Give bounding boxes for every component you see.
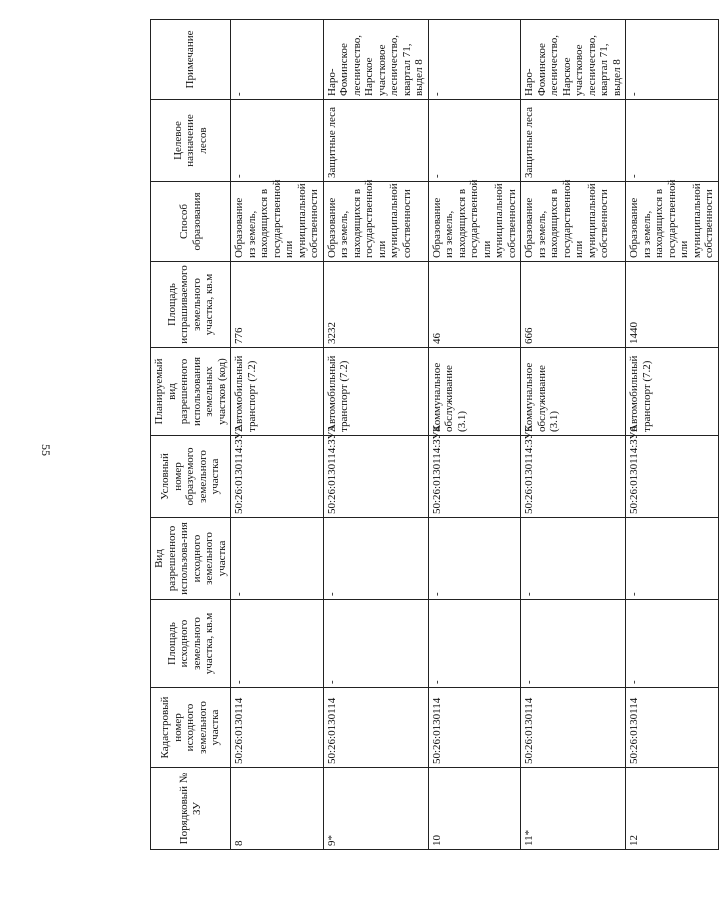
header-planned-use: Планируемый вид разрешенного использования земельных участков (код) — [151, 348, 231, 436]
cell-planned-use: Коммунальное обслуживание (3.1) — [428, 348, 521, 436]
header-cond-num: Условный номер образуемого земельного участка — [151, 436, 231, 518]
header-area-req: Площадь испрашиваемого земельного участка, кв.м — [151, 262, 231, 348]
cell-use-src: - — [626, 518, 719, 600]
header-row — [151, 20, 231, 850]
cell-area-src: - — [626, 600, 719, 688]
cell-num: 9* — [323, 768, 428, 850]
table-row — [428, 20, 521, 850]
cell-num: 11* — [521, 768, 626, 850]
cell-forest: - — [626, 100, 719, 182]
table-row — [323, 20, 428, 850]
cell-method: Образование из земель, находящихся в государственной или муниципальной собственности — [626, 182, 719, 262]
land-plots-table — [150, 19, 719, 850]
cell-area-req: 3232 — [323, 262, 428, 348]
cell-area-req: 46 — [428, 262, 521, 348]
header-area-src: Площадь исходного земельного участка, кв.м — [151, 600, 231, 688]
header-method: Способ образования — [151, 182, 231, 262]
table-row — [521, 20, 626, 850]
header-num: Порядковый № ЗУ — [151, 768, 231, 850]
table-row — [626, 20, 719, 850]
cell-use-src: - — [428, 518, 521, 600]
cell-area-req: 1440 — [626, 262, 719, 348]
cell-planned-use: Автомобильный транспорт (7.2) — [231, 348, 324, 436]
cell-note: - — [428, 20, 521, 100]
cell-num: 10 — [428, 768, 521, 850]
cell-note: Наро-Фоминское лесничество, Нарское участковое лесничество, квартал 71, выдел 8 — [521, 20, 626, 100]
cell-note: Наро-Фоминское лесничество, Нарское участковое лесничество, квартал 71, выдел 8 — [323, 20, 428, 100]
header-cadastral: Кадастровый номер исходного земельного участка — [151, 688, 231, 768]
cell-forest: Защитные леса — [521, 100, 626, 182]
page-number: 55 — [39, 444, 53, 456]
cell-forest: Защитные леса — [323, 100, 428, 182]
cell-area-src: - — [231, 600, 324, 688]
cell-cadastral: 50:26:0130114 — [521, 688, 626, 768]
cell-cond-num: 50:26:0130114:ЗУ4 — [428, 436, 521, 518]
cell-num: 8 — [231, 768, 324, 850]
cell-method: Образование из земель, находящихся в государственной или муниципальной собственности — [323, 182, 428, 262]
cell-method: Образование из земель, находящихся в государственной или муниципальной собственности — [428, 182, 521, 262]
cell-use-src: - — [231, 518, 324, 600]
cell-area-src: - — [323, 600, 428, 688]
cell-area-src: - — [428, 600, 521, 688]
cell-cond-num: 50:26:0130114:ЗУ6 — [626, 436, 719, 518]
cell-cadastral: 50:26:0130114 — [323, 688, 428, 768]
cell-planned-use: Коммунальное обслуживание (3.1) — [521, 348, 626, 436]
cell-use-src: - — [323, 518, 428, 600]
cell-area-req: 666 — [521, 262, 626, 348]
cell-note: - — [231, 20, 324, 100]
cell-cadastral: 50:26:0130114 — [626, 688, 719, 768]
table-row — [231, 20, 324, 850]
cell-use-src: - — [521, 518, 626, 600]
cell-cadastral: 50:26:0130114 — [231, 688, 324, 768]
cell-cond-num: 50:26:0130114:ЗУ2 — [231, 436, 324, 518]
cell-note: - — [626, 20, 719, 100]
header-forest: Целевое назначение лесов — [151, 100, 231, 182]
cell-area-req: 776 — [231, 262, 324, 348]
cell-cadastral: 50:26:0130114 — [428, 688, 521, 768]
header-use-src: Вид разрешенного использова-ния исходного земельного участка — [151, 518, 231, 600]
cell-forest: - — [231, 100, 324, 182]
cell-method: Образование из земель, находящихся в государственной или муниципальной собственности — [231, 182, 324, 262]
rotated-table-container — [150, 30, 715, 850]
cell-cond-num: 50:26:0130114:ЗУ5 — [521, 436, 626, 518]
cell-area-src: - — [521, 600, 626, 688]
cell-method: Образование из земель, находящихся в государственной или муниципальной собственности — [521, 182, 626, 262]
cell-forest: - — [428, 100, 521, 182]
cell-cond-num: 50:26:0130114:ЗУ3 — [323, 436, 428, 518]
cell-num: 12 — [626, 768, 719, 850]
cell-planned-use: Автомобильный транспорт (7.2) — [626, 348, 719, 436]
cell-planned-use: Автомобильный транспорт (7.2) — [323, 348, 428, 436]
header-note: Примечание — [151, 20, 231, 100]
